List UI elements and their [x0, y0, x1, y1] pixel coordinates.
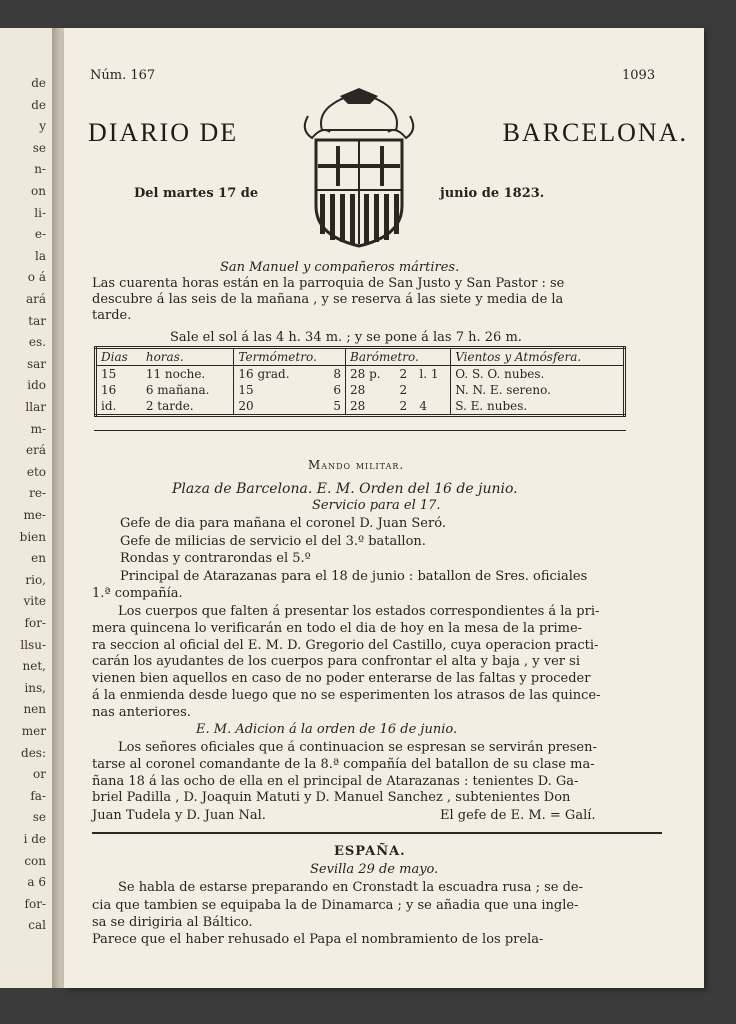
- section-espana: ESPAÑA.: [334, 844, 406, 859]
- left-page-fragment: llsu-: [20, 637, 46, 652]
- left-page-fragment: m-: [30, 421, 46, 436]
- weather-cell-baro: 28: [350, 399, 366, 413]
- issue-number: Núm. 167: [90, 68, 156, 83]
- section-rule: [92, 832, 662, 834]
- left-page-margin: [0, 28, 53, 988]
- left-page-fragment: mer: [21, 724, 46, 738]
- weather-cell-hour: 2 tarde.: [142, 398, 234, 416]
- left-page-fragment: de: [31, 76, 46, 90]
- order-title: Plaza de Barcelona. E. M. Orden del 16 de junio.: [172, 481, 518, 497]
- left-page-fragment: tar: [28, 313, 46, 328]
- text-line: Rondas y contrarondas el 5.º: [120, 551, 311, 566]
- weather-row: [96, 382, 625, 398]
- weather-row: [96, 366, 625, 383]
- weather-cell-day: 16: [101, 383, 117, 397]
- weather-cell-day: id.: [101, 399, 117, 413]
- text-line: Parece que el haber rehusado el Papa el nombramiento de los prela-: [92, 932, 544, 947]
- text-line: vienen bien aquellos en caso de no poder enterarse de las faltas y proceder: [92, 671, 591, 687]
- weather-cell-day: 15: [101, 367, 117, 381]
- weather-cell-thermo: 16 grad.: [238, 367, 290, 381]
- left-page-fragment: sar: [26, 356, 46, 371]
- weather-cell-thermo: 15: [238, 383, 254, 397]
- text-line: Principal de Atarazanas para el 18 de junio : batallon de Sres. oficiales: [120, 568, 588, 584]
- text-line: Los señores oficiales que á continuacion se espresan se servirán presen-: [118, 740, 597, 755]
- left-page-fragment: re-: [29, 486, 46, 501]
- signature-right: El gefe de E. M. = Galí.: [440, 808, 596, 823]
- left-page-fragment: net,: [22, 659, 46, 674]
- left-page-fragment: erá: [26, 443, 46, 458]
- weather-cell-thermo2: 6: [322, 382, 346, 398]
- text-line: á la enmienda desde luego que no se esperimenten los atrasos de las quince-: [92, 688, 601, 703]
- weather-cell-baro: 28 p.: [350, 367, 381, 381]
- left-page-fragment: se: [32, 810, 46, 825]
- left-page-fragment: for-: [24, 896, 46, 911]
- text-line: 1.ª compañía.: [92, 586, 183, 601]
- masthead-right: BARCELONA.: [502, 118, 688, 147]
- signature-left: Juan Tudela y D. Juan Nal.: [92, 808, 266, 823]
- left-page-fragment: n-: [34, 162, 46, 177]
- left-page-fragment: ins,: [24, 680, 46, 695]
- left-page-fragment: a 6: [27, 875, 46, 890]
- weather-cell-baro2: 2: [399, 383, 408, 397]
- text-line: briel Padilla , D. Joaquin Matuti y D. Manuel Sanchez , subtenientes Don: [92, 790, 571, 806]
- weather-header-row: [96, 348, 625, 366]
- text-line: mera quincena lo verificarán en todo el dia de hoy en la mesa de la prime-: [92, 620, 583, 636]
- left-page-fragment: es.: [28, 335, 46, 350]
- weather-cell-baro2: 2: [399, 399, 408, 413]
- text-line: ra seccion al oficial del E. M. D. Gregorio del Castillo, cuya operacion practi-: [92, 637, 599, 653]
- weather-cell-thermo2: 8: [322, 366, 346, 383]
- weather-cell-hour: 6 mañana.: [142, 382, 234, 398]
- weather-cell-thermo2: 5: [322, 398, 346, 416]
- service-title: Servicio para el 17.: [312, 498, 441, 513]
- weather-cell-wind: S. E. nubes.: [455, 399, 528, 413]
- col-termometro: Termómetro.: [234, 348, 346, 366]
- left-page-fragment: bien: [19, 529, 46, 544]
- text-line: Gefe de dia para mañana el coronel D. Juan Seró.: [120, 516, 446, 531]
- divider: [94, 430, 626, 431]
- text-line: Gefe de milicias de servicio el del 3.º batallon.: [120, 533, 426, 549]
- left-page-fragment: o á: [27, 270, 46, 285]
- section-mando-militar: Mando militar.: [308, 458, 405, 472]
- dateline-sevilla: Sevilla 29 de mayo.: [310, 862, 439, 877]
- weather-cell-baro3: l. 1: [415, 366, 450, 383]
- weather-cell-thermo: 20: [238, 399, 254, 413]
- text-line: ñana 18 á las ocho de ella en el principal de Atarazanas : tenientes D. Ga-: [92, 773, 579, 789]
- forty-hours-line-1: Las cuarenta horas están en la parroquia de San Justo y San Pastor : se: [92, 276, 565, 291]
- left-page-fragment: on: [31, 184, 46, 198]
- left-page-fragment: des:: [21, 745, 46, 760]
- left-page-fragment: me-: [23, 508, 46, 522]
- text-line: sa se dirigiria al Báltico.: [92, 915, 253, 930]
- left-page-fragment: ido: [27, 378, 46, 393]
- addition-title: E. M. Adicion á la orden de 16 de junio.: [196, 722, 458, 737]
- weather-cell-baro3: [415, 382, 450, 398]
- left-page-fragment: y: [39, 119, 46, 134]
- weather-cell-baro2: 2: [399, 367, 408, 381]
- left-page-fragment: llar: [25, 400, 46, 414]
- date-left: Del martes 17 de: [134, 186, 259, 201]
- left-page-fragment: la: [35, 248, 46, 263]
- left-page-fragment: vite: [23, 594, 46, 609]
- left-page-fragment: cal: [28, 918, 46, 933]
- weather-cell-baro: 28: [350, 383, 366, 397]
- weather-cell-wind: N. N. E. sereno.: [455, 383, 551, 397]
- left-page-fragment: i de: [23, 832, 46, 846]
- weather-table: [94, 346, 626, 417]
- left-page-fragment: rio,: [25, 572, 46, 587]
- left-page-fragment: nen: [23, 702, 46, 717]
- page-number: 1093: [622, 68, 656, 83]
- left-page-fragment: se: [32, 140, 46, 155]
- col-horas: horas.: [142, 348, 234, 366]
- weather-row: [96, 398, 625, 416]
- left-page-fragment: con: [24, 853, 46, 868]
- book-spine: [52, 28, 64, 988]
- left-page-fragment: li-: [34, 205, 46, 220]
- left-page-fragment: de: [31, 97, 46, 112]
- left-page-fragment: or: [33, 767, 46, 782]
- text-line: Se habla de estarse preparando en Cronstadt la escuadra rusa ; se de-: [118, 880, 584, 895]
- weather-cell-baro3: 4: [415, 398, 450, 416]
- sunrise-sunset: Sale el sol á las 4 h. 34 m. ; y se pone á las 7 h. 26 m.: [170, 330, 522, 345]
- col-barometro: Barómetro.: [346, 348, 451, 366]
- left-page-fragment: en: [31, 551, 46, 566]
- weather-cell-wind: O. S. O. nubes.: [455, 367, 545, 381]
- newspaper-page: [64, 28, 704, 988]
- col-dias: Dias: [96, 348, 142, 366]
- date-right: junio de 1823.: [440, 186, 545, 201]
- text-line: Los cuerpos que falten á presentar los estados correspondientes á la pri-: [118, 604, 600, 619]
- forty-hours-line-2: descubre á las seis de la mañana , y se reserva á las siete y media de la: [92, 292, 564, 307]
- masthead-left: DIARIO DE: [88, 118, 239, 147]
- forty-hours-line-3: tarde.: [92, 308, 132, 323]
- text-line: nas anteriores.: [92, 704, 191, 720]
- text-line: carán los ayudantes de los cuerpos para confrontar el alta y baja , y ver si: [92, 654, 580, 670]
- text-line: cia que tambien se equipaba la de Dinamarca ; y se añadia que una ingle-: [92, 897, 579, 913]
- left-page-fragment: eto: [26, 464, 46, 479]
- weather-cell-hour: 11 noche.: [142, 366, 234, 383]
- saints-of-the-day: San Manuel y compañeros mártires.: [220, 260, 460, 275]
- left-page-fragment: fa-: [30, 788, 46, 803]
- left-page-fragment: e-: [34, 227, 46, 242]
- left-page-fragment: for-: [24, 616, 46, 630]
- text-line: tarse al coronel comandante de la 8.ª compañía del batallon de su clase ma-: [92, 756, 595, 772]
- barcelona-coat-of-arms-icon: [300, 86, 418, 250]
- col-vientos: Vientos y Atmósfera.: [451, 348, 625, 366]
- left-page-fragment: ará: [25, 292, 46, 306]
